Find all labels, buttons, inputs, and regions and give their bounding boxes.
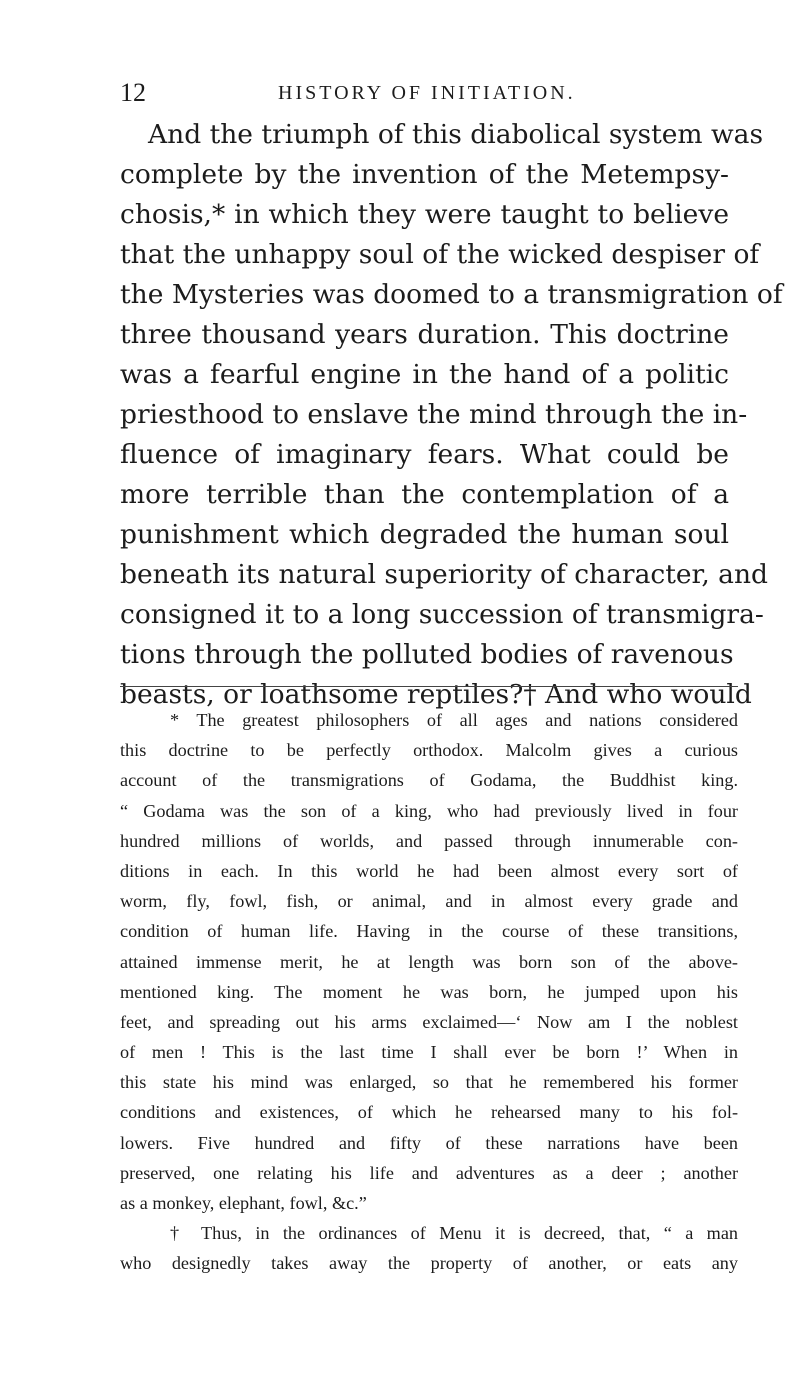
main-text-line: beneath its natural superiority of character, and [120, 559, 768, 590]
footnote-line: this doctrine to be perfectly orthodox. Malcolm gives a curious [120, 740, 738, 761]
footnote-line: preserved, one relating his life and adventures as a deer ; another [120, 1162, 738, 1183]
page-header [120, 76, 720, 110]
footnote-line: attained immense merit, he at length was born son of the above- [120, 951, 738, 972]
footnote-line: feet, and spreading out his arms exclaimed—‘ Now am I the noblest [120, 1011, 738, 1032]
footnote-line: lowers. Five hundred and fifty of these narrations have been [120, 1132, 738, 1153]
main-text-line: three thousand years duration. This doctrine [120, 319, 729, 350]
main-text-line: punishment which degraded the human soul [120, 519, 729, 550]
footnote-line: conditions and existences, of which he rehearsed many to his fol- [120, 1102, 738, 1123]
main-text-line: And the triumph of this diabolical system was [148, 119, 764, 150]
main-text-line: priesthood to enslave the mind through the in- [120, 399, 748, 430]
footnote-line: as a monkey, elephant, fowl, &c.” [120, 1193, 367, 1213]
main-text-line: that the unhappy soul of the wicked despiser of [120, 239, 760, 270]
footnote-line: account of the transmigrations of Godama, the Buddhist king. [120, 770, 738, 791]
footnote-line: mentioned king. The moment he was born, he jumped upon his [120, 981, 738, 1002]
footnote-line: ditions in each. In this world he had been almost every sort of [120, 860, 738, 881]
footnote-line: worm, fly, fowl, fish, or animal, and in almost every grade and [120, 891, 738, 912]
main-text-line: consigned it to a long succession of transmigra- [120, 599, 764, 630]
main-text-line: more terrible than the contemplation of a [120, 479, 729, 510]
footnote-line: “ Godama was the son of a king, who had previously lived in four [120, 800, 738, 821]
footnotes [120, 705, 738, 1279]
footnote-line: hundred millions of worlds, and passed through innumerable con- [120, 830, 738, 851]
footnote-line: who designedly takes away the property of another, or eats any [120, 1253, 738, 1274]
footnote-line: * The greatest philosophers of all ages and nations considered [170, 710, 738, 730]
running-head: HISTORY OF INITIATION. [278, 82, 576, 104]
main-text-line: complete by the invention of the Metempsy- [120, 159, 729, 190]
footnote-divider [120, 686, 738, 687]
footnote-line: condition of human life. Having in the course of these transitions, [120, 921, 738, 942]
main-text-line: was a fearful engine in the hand of a politic [120, 359, 729, 390]
main-text-line: chosis,* in which they were taught to believe [120, 199, 729, 230]
main-text-line: tions through the polluted bodies of ravenous [120, 639, 734, 670]
main-text-line: fluence of imaginary fears. What could be [120, 439, 729, 470]
footnote-line: † Thus, in the ordinances of Menu it is decreed, that, “ a man [170, 1223, 738, 1244]
main-text-body [120, 115, 783, 715]
footnote-line: of men ! This is the last time I shall ever be born !’ When in [120, 1042, 738, 1063]
main-text-line: the Mysteries was doomed to a transmigration of [120, 279, 783, 310]
page-number: 12 [120, 78, 146, 107]
footnote-line: this state his mind was enlarged, so that he remembered his former [120, 1072, 738, 1093]
main-text-line: beasts, or loathsome reptiles?† And who would [120, 679, 752, 710]
